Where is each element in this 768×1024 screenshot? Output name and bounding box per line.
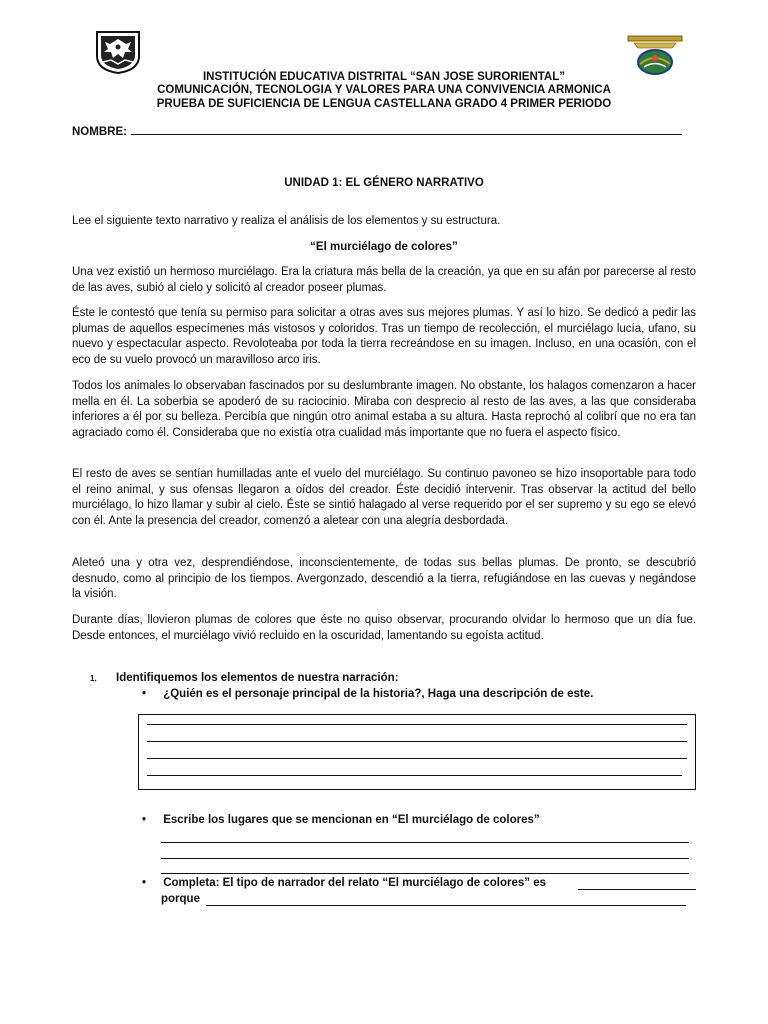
story-paragraph: Una vez existió un hermoso murciélago. Era la criatura más bella de la creación, ya que en su afán por parecerse al resto de las aves, subió al cielo y solicitó al creador poseer plumas. bbox=[72, 266, 696, 294]
porque-blank-line[interactable] bbox=[206, 905, 686, 906]
story-title: “El murciélago de colores” bbox=[310, 241, 458, 253]
name-label: NOMBRE: bbox=[72, 126, 127, 138]
bullet-item-narrator bbox=[142, 877, 546, 889]
unit-title: UNIDAD 1: EL GÉNERO NARRATIVO bbox=[284, 177, 484, 189]
bullet-text: Completa: El tipo de narrador del relato “El murciélago de colores” es bbox=[163, 877, 546, 889]
school-motto: COMUNICACIÓN, TECNOLOGIA Y VALORES PARA UNA CONVIVENCIA ARMONICA bbox=[157, 84, 611, 96]
bullet-text: Escribe los lugares que se mencionan en “El murciélago de colores” bbox=[163, 814, 540, 826]
story-paragraph: Todos los animales lo observaban fascinados por su deslumbrante imagen. No obstante, los halagos comenzaron a hacer mella en él. La soberbia se apoderó de su raciocinio. Miraba con desprecio al resto de las aves, a las que consideraba inferiores a él por su belleza. Percibía que ningún otro animal estaba a su altura. Hasta reprochó al colibrí que no era tan agraciado como él. Consideraba que no existía otra cualidad más importante que no fuera el aspecto físico. bbox=[72, 380, 696, 439]
exam-title: PRUEBA DE SUFICIENCIA DE LENGUA CASTELLANA GRADO 4 PRIMER PERIODO bbox=[156, 98, 612, 110]
school-name: INSTITUCIÓN EDUCATIVA DISTRITAL “SAN JOSE SURORIENTAL” bbox=[202, 71, 566, 83]
answer-line[interactable] bbox=[147, 758, 687, 759]
answer-line[interactable] bbox=[147, 775, 682, 776]
story-paragraph: Éste le contestó que tenía su permiso para solicitar a otras aves sus mejores plumas. Y así lo hizo. Se dedicó a pedir las plumas de aquellos especímenes más vistosos y coloridos. Tras un tiempo de recolección, el murciélago lucía, ufano, su nuevo y espectacular aspecto. Revoloteaba por toda la tierra recreándose en su imagen. Incluso, en una ocasión, con el eco de su vuelo provocó un maravilloso arco iris. bbox=[72, 307, 696, 366]
bullet-icon: • bbox=[142, 814, 147, 826]
bullet-item-main-character bbox=[142, 688, 593, 700]
bullet-icon: • bbox=[142, 688, 147, 700]
narrator-blank-line[interactable] bbox=[578, 889, 696, 890]
question-1-text: Identifiquemos los elementos de nuestra narración: bbox=[116, 672, 399, 684]
answer-line[interactable] bbox=[161, 873, 689, 874]
answer-box[interactable] bbox=[138, 714, 696, 790]
story-paragraph: Aleteó una y otra vez, desprendiéndose, inconscientemente, de todas sus bellas plumas. De pronto, se descubrió desnudo, como al principio de los tiempos. Avergonzado, descendió a la tierra, refugiándose en las cuevas y negándose la visión. bbox=[72, 557, 696, 600]
answer-line[interactable] bbox=[161, 858, 689, 859]
story-paragraph: El resto de aves se sentían humilladas ante el vuelo del murciélago. Su continuo pavoneo se hizo insoportable para todo el reino animal, y sus ofensas llegaron a oídos del creador. Éste decidió intervenir. Tras observar la actitud del bello murciélago, lo hizo llamar y subir al cielo. Éste se sintió halagado al verse requerido por el ser supremo y su ego se elevó con él. Ante la presencia del creador, comenzó a aletear con una alegría desbordada. bbox=[72, 468, 696, 527]
answer-line[interactable] bbox=[147, 724, 687, 725]
question-number: 1. bbox=[90, 674, 97, 683]
question-1 bbox=[90, 672, 398, 684]
bogota-coat-of-arms-icon bbox=[95, 30, 141, 74]
name-field bbox=[72, 123, 682, 138]
story-paragraph: Durante días, llovieron plumas de colores que éste no quiso observar, procurando olvidar lo hermoso que un día fue. Desde entonces, el murciélago vivió recluido en la oscuridad, lamentando su egoísta actitud. bbox=[72, 614, 696, 642]
bullet-text: ¿Quién es el personaje principal de la historia?, Haga una descripción de este. bbox=[163, 688, 594, 700]
answer-line[interactable] bbox=[147, 741, 687, 742]
porque-label: porque bbox=[161, 893, 200, 905]
name-blank-line[interactable] bbox=[131, 123, 682, 135]
bullet-item-places bbox=[142, 814, 540, 826]
instruction-text: Lee el siguiente texto narrativo y realiza el análisis de los elementos y su estructura. bbox=[72, 215, 501, 227]
answer-line[interactable] bbox=[161, 842, 689, 843]
bullet-icon: • bbox=[142, 877, 147, 889]
